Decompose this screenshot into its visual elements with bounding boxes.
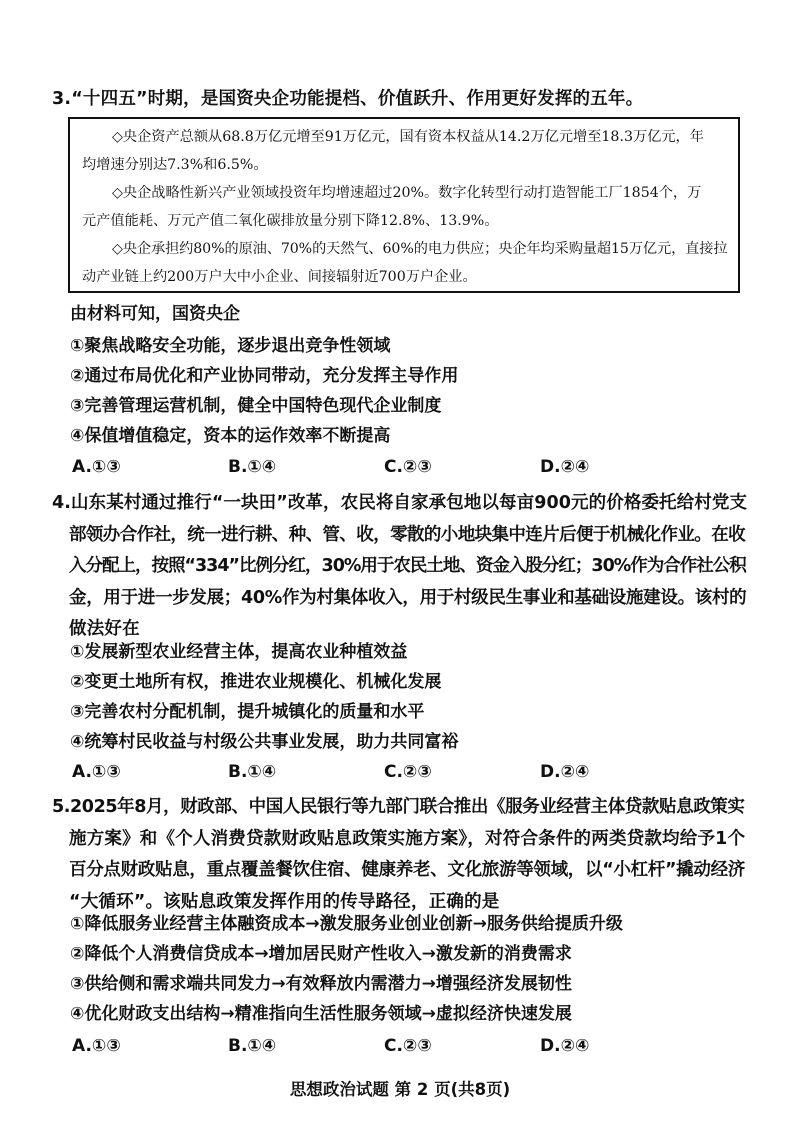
material-line: ◇央企承担约80%的原油、70%的天然气、60%的电力供应；央企年均采购量超15万亿元，直接拉 — [112, 241, 728, 257]
stem-line: 施方案》和《个人消费贷款财政贴息政策实施方案》，对符合条件的两类贷款均给予1个 — [69, 828, 746, 849]
statement-item: ①发展新型农业经营主体，提高农业种植效益 — [70, 642, 408, 662]
stem-line: 5.2025年8月，财政部、中国人民银行等九部门联合推出《服务业经营主体贷款贴息政策实 — [52, 797, 745, 817]
statement-item: ④统筹村民收益与村级公共事业发展，助力共同富裕 — [70, 732, 459, 752]
statement-item: ②降低个人消费信贷成本→增加居民财产性收入→激发新的消费需求 — [70, 944, 572, 964]
statement-item: ③供给侧和需求端共同发力→有效释放内需潜力→增强经济发展韧性 — [70, 974, 572, 994]
question-4-stem — [52, 488, 748, 646]
stem-line: 百分点财政贴息，重点覆盖餐饮住宿、健康养老、文化旅游等领域，以“小杠杆”撬动经济 — [69, 860, 746, 881]
material-line: 动产业链上约200万户大中小企业、间接辐射近700万户企业。 — [82, 269, 477, 285]
stem-line: 3.“十四五”时期，是国资央企功能提档、价值跃升、作用更好发挥的五年。 — [52, 89, 644, 109]
stem-line: 金，用于进一步发展；40%作为村集体收入，用于村级民生事业和基础设施建设。该村的 — [69, 587, 747, 608]
stem-line: 做法好在 — [69, 619, 140, 640]
option-a[interactable]: A.①③ — [72, 1036, 121, 1056]
material-line: 均增速分别达7.3%和6.5%。 — [82, 157, 268, 173]
material-box — [68, 117, 740, 293]
statement-item: ②通过布局优化和产业协同带动，充分发挥主导作用 — [70, 366, 459, 386]
option-b[interactable]: B.①④ — [228, 457, 277, 477]
question-5-stem — [52, 792, 748, 918]
statement-item: ④保值增值稳定，资本的运作效率不断提高 — [70, 426, 391, 446]
option-b[interactable]: B.①④ — [228, 762, 277, 782]
stem-line: 4.山东某村通过推行“一块田”改革，农民将自家承包地以每亩900元的价格委托给村党支 — [52, 493, 748, 513]
stem-line: 部领办合作社，统一进行耕、种、管、收，零散的小地块集中连片后便于机械化作业。在收 — [69, 524, 745, 545]
option-c[interactable]: C.②③ — [384, 762, 432, 782]
statement-item: ④优化财政支出结构→精准指向生活性服务领域→虚拟经济快速发展 — [70, 1004, 572, 1024]
option-d[interactable]: D.②④ — [540, 1036, 590, 1056]
question-3-prompt: 由材料可知，国资央企 — [70, 304, 240, 324]
question-3-stem — [52, 84, 748, 116]
option-a[interactable]: A.①③ — [72, 457, 121, 477]
option-c[interactable]: C.②③ — [384, 1036, 432, 1056]
option-b[interactable]: B.①④ — [228, 1036, 277, 1056]
option-d[interactable]: D.②④ — [540, 762, 590, 782]
option-a[interactable]: A.①③ — [72, 762, 121, 782]
statement-item: ③完善农村分配机制，提升城镇化的质量和水平 — [70, 702, 425, 722]
option-d[interactable]: D.②④ — [540, 457, 590, 477]
question-3-options — [70, 455, 730, 479]
statement-item: ③完善管理运营机制，健全中国特色现代企业制度 — [70, 396, 442, 416]
stem-line: 入分配上，按照“334”比例分红，30%用于农民土地、资金入股分红；30%作为合作社公积 — [69, 556, 746, 577]
material-line: ◇央企战略性新兴产业领域投资年均增速超过20%。数字化转型行动打造智能工厂1854个，万 — [112, 185, 702, 201]
question-4-options — [70, 760, 730, 784]
material-line: ◇央企资产总额从68.8万亿元增至91万亿元，国有资本权益从14.2万亿元增至18.3万亿元，年 — [112, 129, 704, 145]
question-5-options — [70, 1034, 730, 1058]
page-footer: 思想政治试题 第 2 页(共8页) — [289, 1080, 511, 1099]
material-line: 元产值能耗、万元产值二氧化碳排放量分别下降12.8%、13.9%。 — [82, 213, 499, 229]
statement-item: ①聚焦战略安全功能，逐步退出竞争性领域 — [70, 336, 391, 356]
statement-item: ②变更土地所有权，推进农业规模化、机械化发展 — [70, 672, 442, 692]
stem-line: “大循环”。该贴息政策发挥作用的传导路径，正确的是 — [69, 891, 500, 912]
statement-item: ①降低服务业经营主体融资成本→激发服务业创业创新→服务供给提质升级 — [70, 914, 623, 934]
option-c[interactable]: C.②③ — [384, 457, 432, 477]
